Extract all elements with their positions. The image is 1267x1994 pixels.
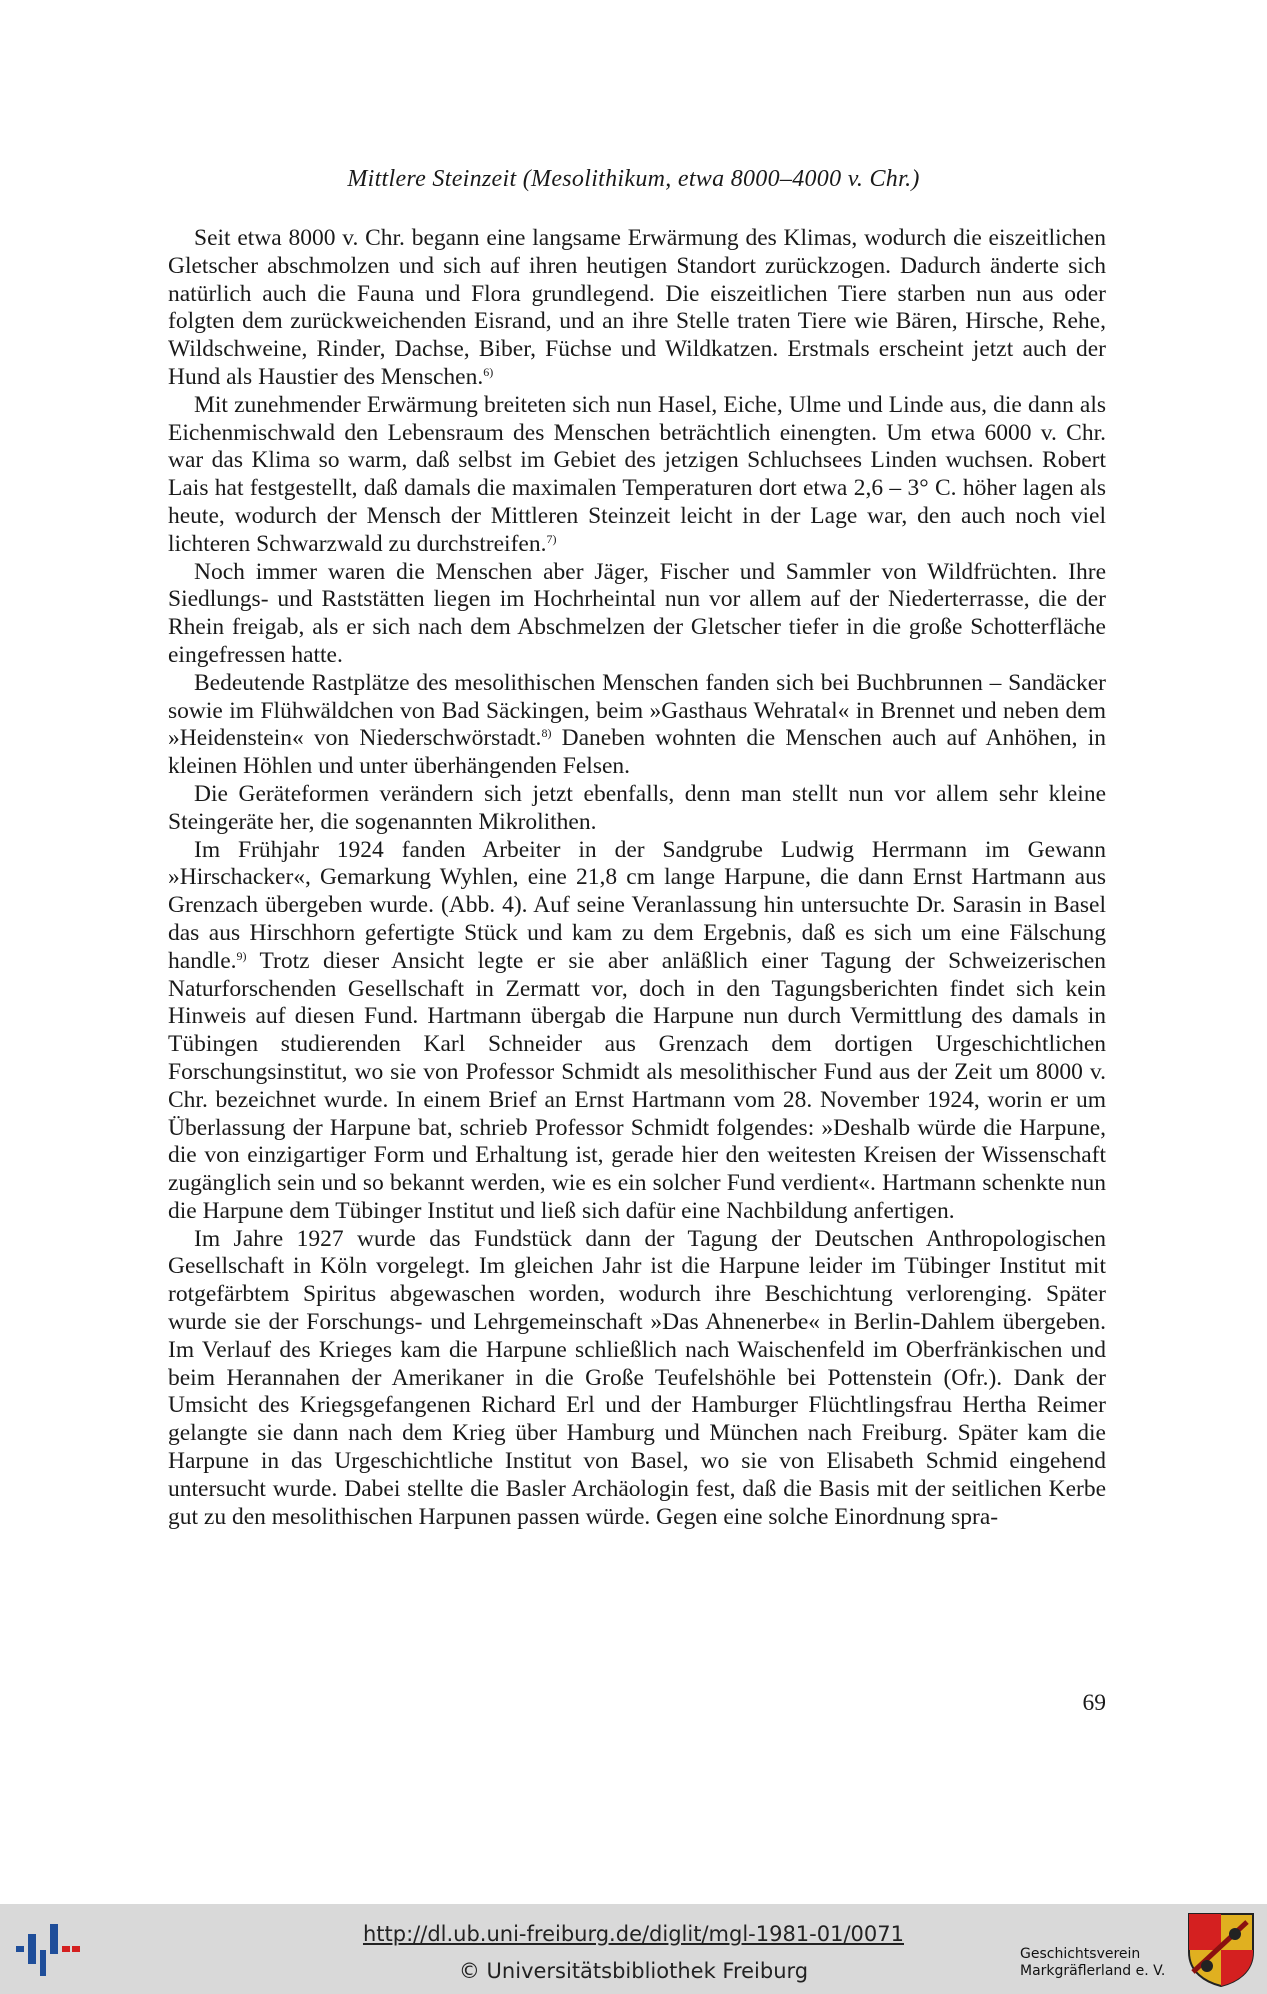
source-url-link[interactable]: http://dl.ub.uni-freiburg.de/diglit/mgl-1981-01/0071: [362, 1922, 904, 1946]
footnote-marker: 7): [546, 531, 557, 546]
society-name-line-2: Markgräflerland e. V.: [1020, 1963, 1166, 1979]
footer-bar: [0, 1904, 1267, 1994]
society-name-line-1: Geschichtsverein: [1020, 1946, 1141, 1962]
paragraph-text: Noch immer waren die Menschen aber Jäger, Fischer und Sammler von Wildfrüchten. Ihre Siedlungs- und Raststätten liegen im Hochrheintal nun vor allem auf der Niederterrasse, die der Rhein freigab, als er sich nach dem Abschmelzen der Gletscher tiefer in die große Schotterfläche eingefressen hatte.: [168, 558, 1106, 668]
paragraph-text: Daneben wohnten die Menschen auch auf Anhöhen, in kleinen Höhlen und unter überhängenden Felsen.: [168, 725, 1106, 780]
paragraph: [168, 559, 1106, 670]
paragraph-text: Im Frühjahr 1924 fanden Arbeiter in der Sandgrube Ludwig Herrmann im Gewann »Hirschacker«, Gemarkung Wyhlen, eine 21,8 cm lange Harpune, die dann Ernst Hartmann aus Grenzach übergeben wurde. (Abb. 4). Auf seine Veranlassung hin untersuchte Dr. Sarasin in Basel das aus Hirschhorn gefertigte Stück und kam zu dem Ergebnis, daß es sich um eine Fälschung handle.: [168, 836, 1106, 974]
society-name: [1020, 1946, 1165, 1980]
paragraph-text: Bedeutende Rastplätze des mesolithischen Menschen fanden sich bei Buchbrunnen – Sandäcker sowie im Flühwäldchen von Bad Säckingen, beim »Gasthaus Wehratal« in Brennet und neben dem »Heidenstein« von Niederschwörstadt.: [168, 669, 1106, 752]
paragraph: [168, 1226, 1106, 1532]
paragraph: [168, 392, 1106, 559]
body-text: [168, 225, 1106, 1531]
copyright-text: © Universitätsbibliothek Freiburg: [458, 1959, 809, 1983]
coat-of-arms-icon: [1187, 1912, 1255, 1988]
footnote-marker: 9): [236, 948, 247, 963]
paragraph-text: Trotz dieser Ansicht legte er sie aber anläßlich einer Tagung der Schweizerischen Naturforschenden Gesellschaft in Zermatt vor, doch in den Tagungsberichten findet sich kein Hinweis auf diesen Fund. Hartmann übergab die Harpune nun durch Vermittlung des damals in Tübingen studierenden Karl Schneider aus Grenzach dem dortigen Urgeschichtlichen Forschungsinstitut, wo sie von Professor Schmidt als mesolithischer Fund aus der Zeit um 8000 v. Chr. bezeichnet wurde. In einem Brief an Ernst Hartmann vom 28. November 1924, worin er um Überlassung der Harpune bat, schrieb Professor Schmidt folgendes: »Deshalb würde die Harpune, die von einzigartiger Form und Erhaltung ist, gerade hier den weitesten Kreisen der Wissenschaft zugänglich sein und so bekannt werden, wie es ein solcher Fund verdient«. Hartmann schenkte nun die Harpune dem Tübinger Institut und ließ sich dafür eine Nachbildung anfertigen.: [168, 947, 1106, 1224]
paragraph: [168, 781, 1106, 837]
footnote-marker: 6): [483, 364, 494, 379]
footnote-marker: 8): [541, 726, 552, 741]
paragraph: [168, 670, 1106, 781]
paragraph-text: Mit zunehmender Erwärmung breiteten sich nun Hasel, Eiche, Ulme und Linde aus, die dann als Eichenmischwald den Lebensraum des Menschen beträchtlich einengten. Um etwa 6000 v. Chr. war das Klima so warm, daß selbst im Gebiet des jetzigen Schluchsees Linden wuchsen. Robert Lais hat festgestellt, daß damals die maximalen Temperaturen dort etwa 2,6 – 3° C. höher lagen als heute, wodurch der Mensch der Mittleren Steinzeit leicht in der Lage war, den auch noch viel lichteren Schwarzwald zu durchstreifen.: [168, 391, 1106, 557]
paragraph: [168, 225, 1106, 392]
running-header: Mittlere Steinzeit (Mesolithikum, etwa 8000–4000 v. Chr.): [347, 166, 920, 192]
paragraph: [168, 837, 1106, 1226]
page-number: 69: [1082, 1690, 1106, 1716]
paragraph-text: Die Geräteformen verändern sich jetzt ebenfalls, denn man stellt nun vor allem sehr kleine Steingeräte her, die sogenannten Mikrolithen.: [168, 780, 1106, 835]
paragraph-text: Im Jahre 1927 wurde das Fundstück dann der Tagung der Deutschen Anthropologischen Gesellschaft in Köln vorgelegt. Im gleichen Jahr ist die Harpune leider im Tübinger Institut mit rotgefärbtem Spiritus abgewaschen worden, wodurch ihre Beschichtung verlorenging. Später wurde sie der Forschungs- und Lehrgemeinschaft »Das Ahnenerbe« in Berlin-Dahlem übergeben. Im Verlauf des Krieges kam die Harpune schließlich nach Waischenfeld im Oberfränkischen und beim Herannahen der Amerikaner in die Große Teufelshöhle bei Pottenstein (Ofr.). Dank der Umsicht des Kriegsgefangenen Richard Erl und der Hamburger Flüchtlingsfrau Hertha Reimer gelangte sie dann nach dem Krieg über Hamburg und München nach Freiburg. Später kam die Harpune in das Urgeschichtliche Institut von Basel, wo sie von Elisabeth Schmid eingehend untersucht wurde. Dabei stellte die Basler Archäologin fest, daß die Basis mit der seitlichen Kerbe gut zu den mesolithischen Harpunen passen würde. Gegen eine solche Einordnung spra-: [168, 1225, 1106, 1530]
paragraph-text: Seit etwa 8000 v. Chr. begann eine langsame Erwärmung des Klimas, wodurch die eiszeitlichen Gletscher abschmolzen und sich auf ihren heutigen Standort zurückzogen. Dadurch änderte sich natürlich auch die Fauna und Flora grundlegend. Die eiszeitlichen Tiere starben nun aus oder folgten dem zurückweichenden Eisrand, und an ihre Stelle traten Tiere wie Bären, Hirsche, Rehe, Wildschweine, Rinder, Dachse, Biber, Füchse und Wildkatzen. Erstmals erscheint jetzt auch der Hund als Haustier des Menschen.: [168, 225, 1106, 390]
